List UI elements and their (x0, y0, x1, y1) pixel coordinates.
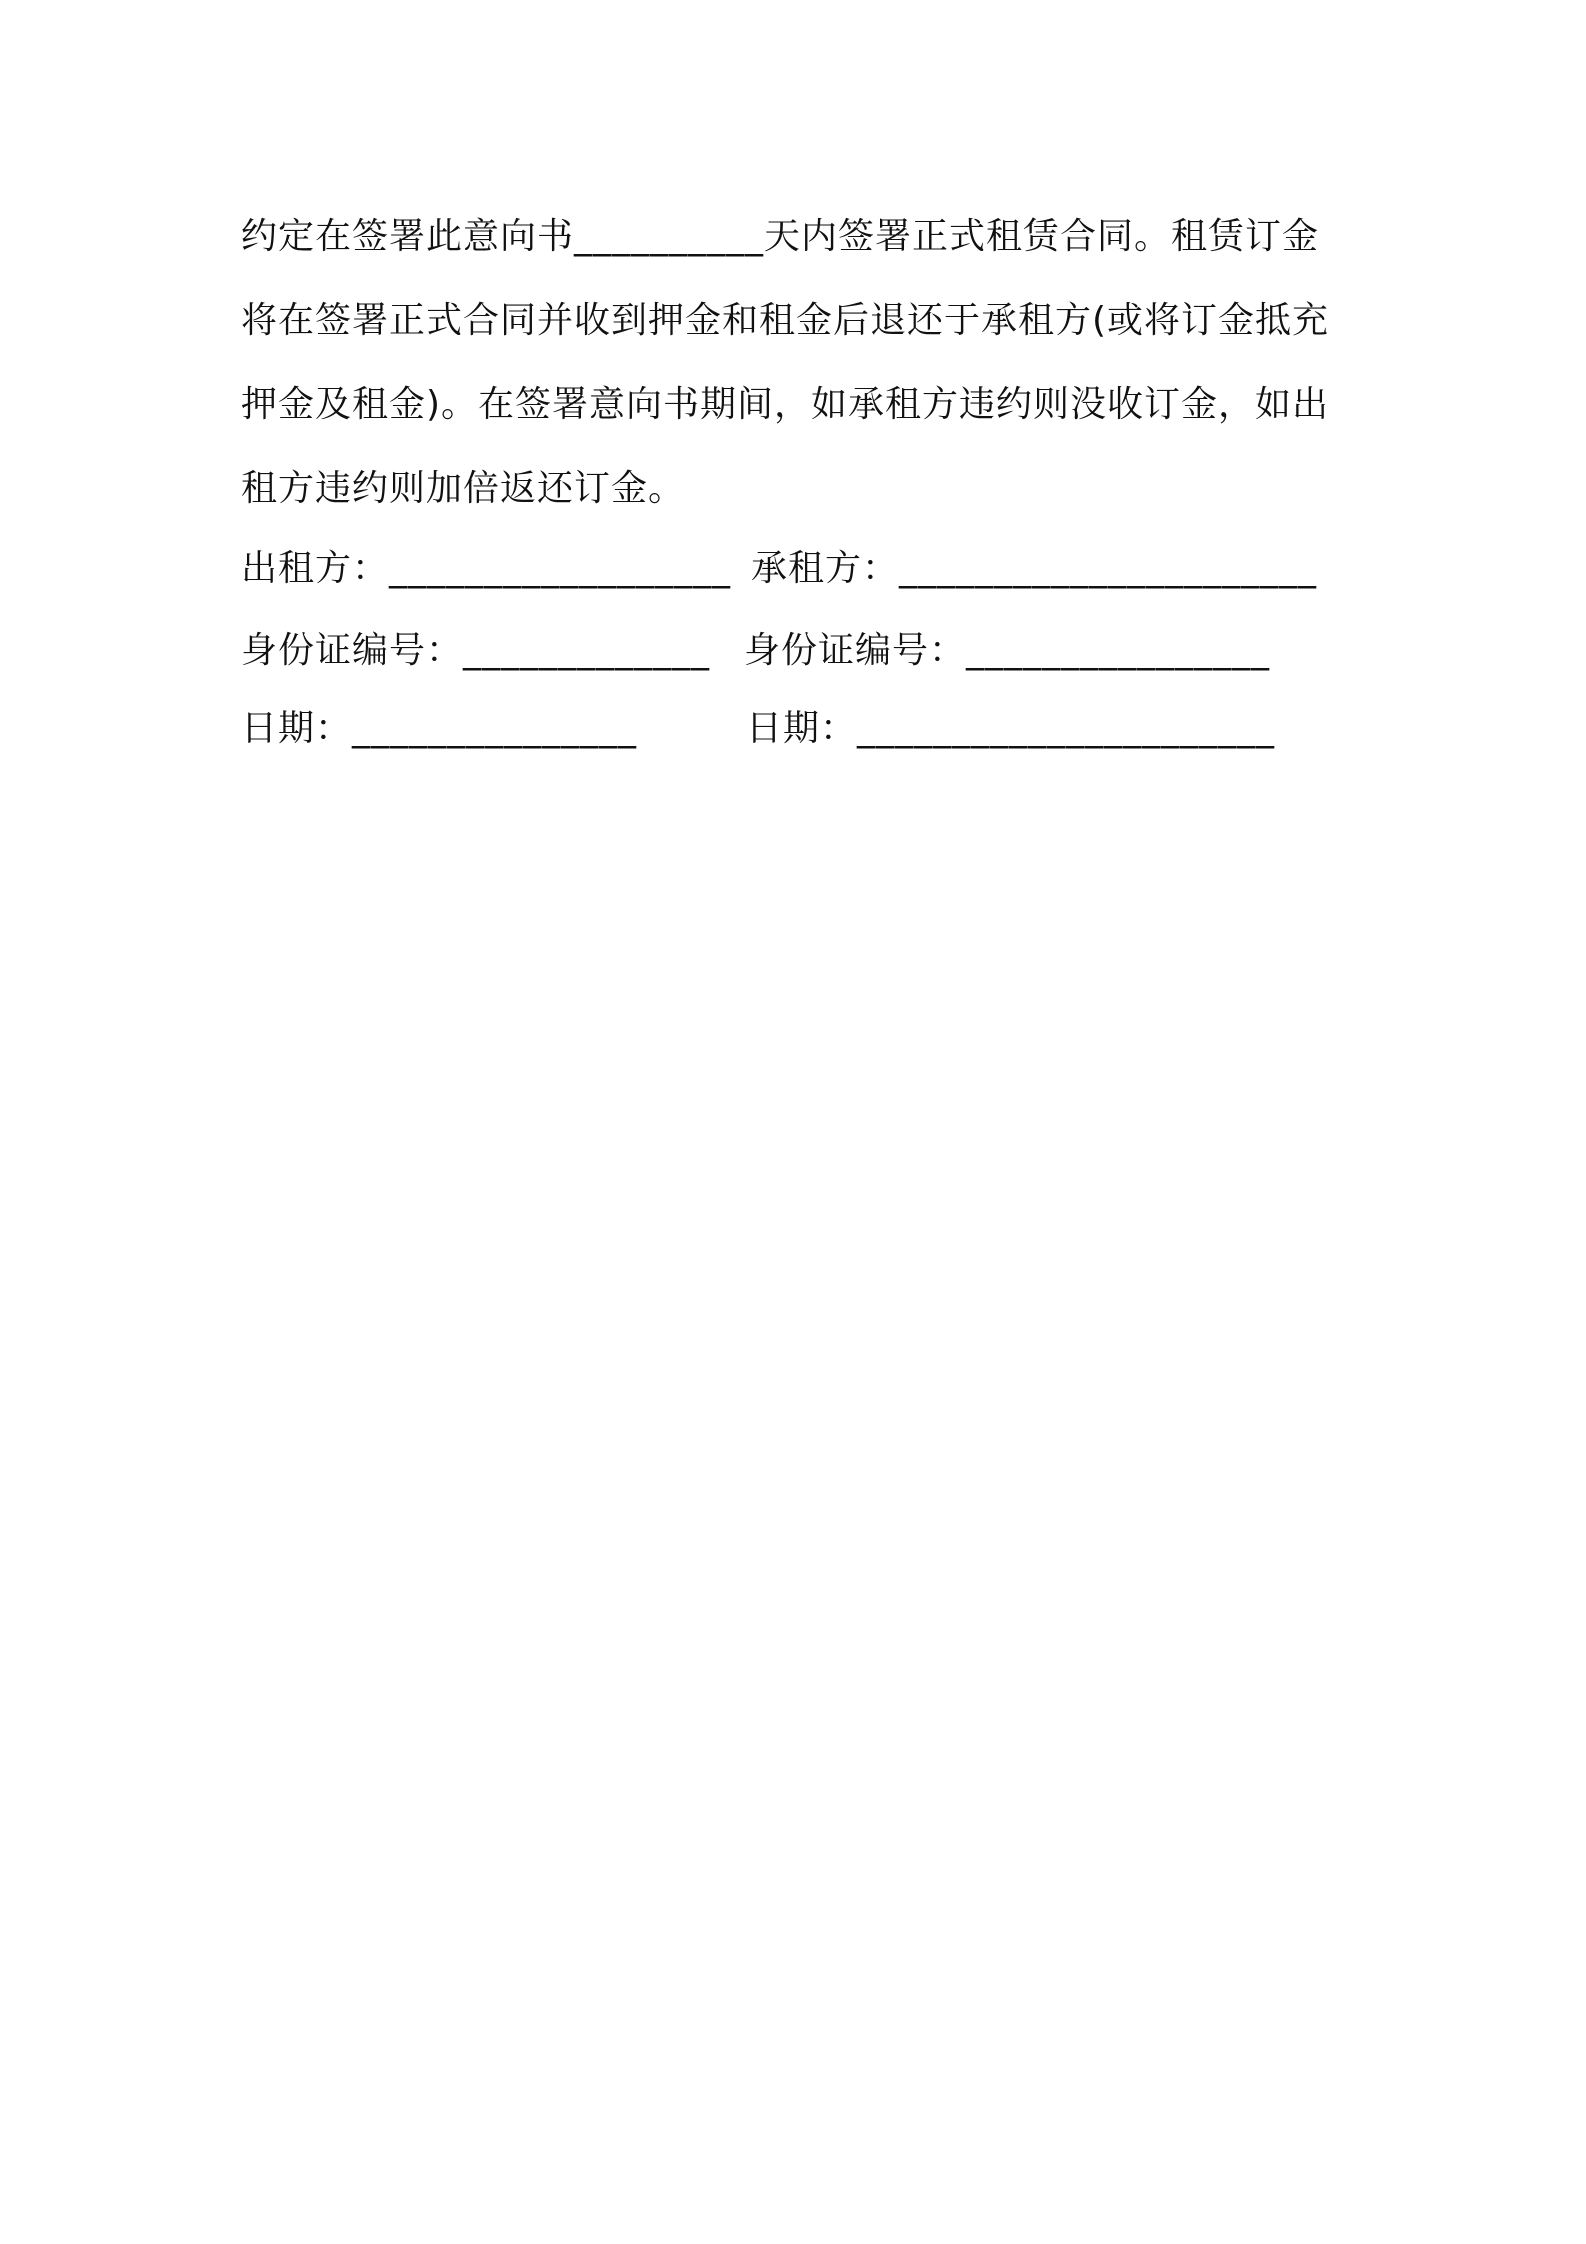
paragraph-line: 约定在签署此意向书__________天内签署正式租赁合同。租赁订金 (241, 216, 1320, 257)
lessor-id-field: 身份证编号：_____________ (241, 630, 711, 671)
paragraph-line: 押金及租金)。在签署意向书期间，如承租方违约则没收订金，如出 (241, 384, 1330, 425)
lessor-date-field: 日期：_______________ (241, 708, 638, 749)
paragraph-line: 将在签署正式合同并收到押金和租金后退还于承租方(或将订金抵充 (241, 300, 1330, 341)
party-signature-row (241, 547, 1318, 591)
lessor-signature-field: 出租方：__________________ (241, 548, 732, 589)
intent-paragraph (241, 195, 1361, 531)
date-row (241, 707, 1276, 751)
id-number-row (241, 629, 1271, 673)
lessee-date-field: 日期：______________________ (746, 708, 1276, 749)
lessee-id-field: 身份证编号：________________ (744, 630, 1271, 671)
lessee-signature-field: 承租方：______________________ (751, 548, 1318, 589)
paragraph-line: 租方违约则加倍返还订金。 (241, 468, 686, 509)
